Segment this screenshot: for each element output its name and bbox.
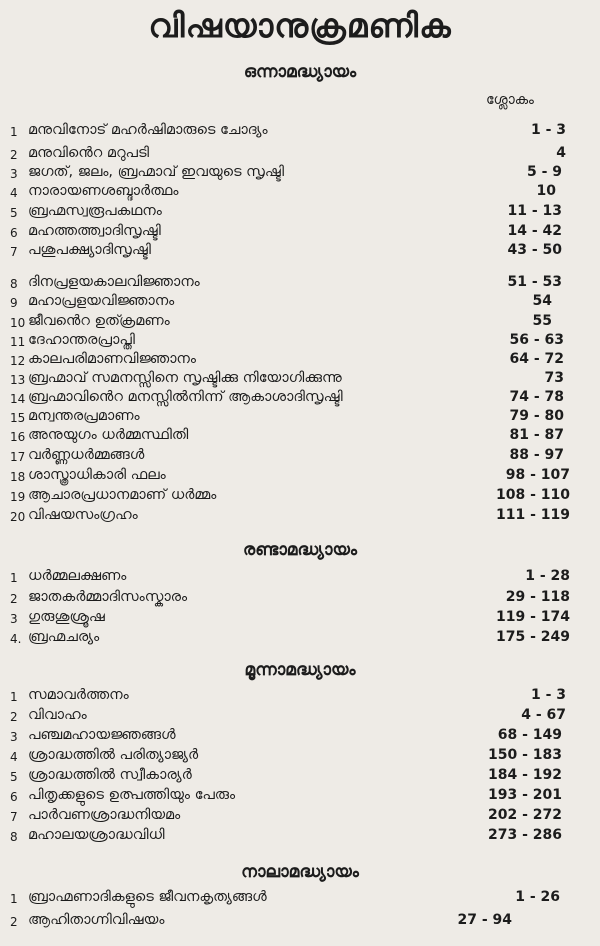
entry-title: കാലപരിമാണവിജ്ഞാനം: [28, 351, 196, 367]
list-item: [0, 181, 600, 202]
entry-number: 6: [10, 790, 18, 804]
entry-title: വർണ്ണധർമ്മങ്ങൾ: [28, 447, 145, 463]
entry-title: മഹാപ്രളയവിജ്ഞാനം: [28, 293, 175, 309]
entry-title: ജഗത്, ജലം, ബ്രഹ്മാവ് ഇവയുടെ സൃഷ്ടി: [28, 164, 284, 180]
list-item: [0, 240, 600, 261]
sloka-range: 98 - 107: [505, 467, 570, 483]
list-item: [0, 607, 600, 628]
list-item: [0, 745, 600, 766]
entry-number: 1: [10, 125, 18, 139]
entry-title: ധർമ്മലക്ഷണം: [28, 568, 127, 584]
list-item: [0, 685, 600, 706]
entry-title: ആഹിതാഗ്നിവിഷയം: [28, 912, 165, 928]
sloka-range: 51 - 53: [507, 274, 562, 290]
entry-title: നാരായണശബ്ദാർത്ഥം: [28, 183, 179, 199]
list-item: [0, 587, 600, 608]
entry-title: മഹാലയശ്രാദ്ധവിധി: [28, 827, 165, 843]
entry-number: 11: [10, 335, 26, 349]
sloka-range: 4: [556, 145, 566, 161]
page-title: വിഷയാനുക്രമണിക: [148, 6, 452, 45]
entry-title: മനുവിൻെറ മറുപടി: [28, 145, 150, 161]
entry-title: വിഷയസംഗ്രഹം: [28, 507, 138, 523]
sloka-range: 14 - 42: [507, 223, 562, 239]
list-item: [0, 330, 600, 351]
entry-number: 8: [10, 277, 18, 291]
entry-title: ശ്രാദ്ധത്തിൽ സ്വീകാര്യർ: [28, 767, 192, 783]
entry-number: 4: [10, 186, 18, 200]
sloka-range: 1 - 3: [530, 122, 566, 138]
sloka-range: 4 - 67: [521, 707, 566, 723]
entry-title: മനുവിനോട് മഹർഷിമാരുടെ ചോദ്യം: [28, 122, 268, 138]
entry-title: ബ്രഹ്മസ്വരൂപകഥനം: [28, 203, 162, 219]
entry-number: 5: [10, 206, 18, 220]
entry-title: ദേഹാന്തരപ്രാപ്തി: [28, 332, 135, 348]
entry-number: 4: [10, 750, 18, 764]
list-item: [0, 120, 600, 141]
sloka-range: 11 - 13: [507, 203, 562, 219]
entry-title: പശുപക്ഷ്യാദിസൃഷ്ടി: [28, 242, 151, 258]
list-item: [0, 425, 600, 446]
entry-number: 4.: [10, 632, 22, 646]
entry-title: പാർവണശ്രാദ്ധനിയമം: [28, 807, 181, 823]
entry-number: 5: [10, 770, 18, 784]
entry-title: ജീവൻെറ ഉത്ക്രമണം: [28, 313, 170, 329]
sloka-range: 79 - 80: [509, 408, 564, 424]
sloka-range: 184 - 192: [487, 767, 562, 783]
entry-title: ബ്രഹ്മാവ് സമനസ്സിനെ സൃഷ്ടിക്കു നിയോഗിക്കുന്നു: [28, 370, 342, 386]
sloka-range: 150 - 183: [487, 747, 562, 763]
list-item: [0, 825, 600, 846]
list-item: [0, 485, 600, 506]
sloka-range: 88 - 97: [509, 447, 564, 463]
list-item: [0, 805, 600, 826]
sloka-range: 193 - 201: [487, 787, 562, 803]
entry-number: 1: [10, 892, 18, 906]
entry-title: പിതൃക്കളുടെ ഉത്പത്തിയും പേരും: [28, 787, 236, 803]
entry-title: ബ്രഹ്മചര്യം: [28, 629, 100, 645]
sloka-range: 55: [532, 313, 552, 329]
entry-number: 17: [10, 450, 26, 464]
entry-title: ആചാരപ്രധാനമാണ് ധർമ്മം: [28, 487, 217, 503]
list-item: [0, 406, 600, 427]
entry-number: 16: [10, 430, 26, 444]
sloka-range: 5 - 9: [526, 164, 562, 180]
entry-number: 2: [10, 915, 18, 929]
entry-number: 14: [10, 392, 26, 406]
entry-number: 2: [10, 710, 18, 724]
entry-title: അനുയുഗം ധർമ്മസ്ഥിതി: [28, 427, 189, 443]
entry-number: 13: [10, 373, 26, 387]
entry-number: 1: [10, 690, 18, 704]
list-item: [0, 387, 600, 408]
entry-title: ജാതകർമ്മാദിസംസ്കാരം: [28, 589, 188, 605]
list-item: [0, 291, 600, 312]
entry-number: 1: [10, 571, 18, 585]
list-item: [0, 221, 600, 242]
entry-title: വിവാഹം: [28, 707, 87, 723]
entry-title: സമാവർത്തനം: [28, 687, 129, 703]
sloka-range: 1 - 26: [515, 889, 560, 905]
sloka-range: 73: [544, 370, 564, 386]
entry-number: 6: [10, 226, 18, 240]
sloka-range: 1 - 3: [530, 687, 566, 703]
entry-number: 10: [10, 316, 26, 330]
entry-title: ശാസ്ത്രാധികാരി ഫലം: [28, 467, 166, 483]
list-item: [0, 765, 600, 786]
entry-number: 12: [10, 354, 26, 368]
entry-number: 18: [10, 470, 26, 484]
list-item: [0, 910, 600, 931]
sloka-range: 43 - 50: [507, 242, 562, 258]
list-item: [0, 311, 600, 332]
entry-number: 15: [10, 411, 26, 425]
entry-number: 9: [10, 296, 18, 310]
chapter-heading: രണ്ടാമദ്ധ്യായം: [243, 540, 357, 560]
entry-number: 19: [10, 490, 26, 504]
list-item: [0, 725, 600, 746]
entry-number: 8: [10, 830, 18, 844]
sloka-range: 202 - 272: [487, 807, 562, 823]
entry-number: 3: [10, 167, 18, 181]
list-item: [0, 445, 600, 466]
sloka-range: 81 - 87: [509, 427, 564, 443]
entry-number: 3: [10, 612, 18, 626]
sloka-range: 27 - 94: [457, 912, 512, 928]
entry-number: 2: [10, 148, 18, 162]
entry-title: ദിനപ്രളയകാലവിജ്ഞാനം: [28, 274, 200, 290]
sloka-range: 111 - 119: [495, 507, 570, 523]
list-item: [0, 143, 600, 164]
list-item: [0, 705, 600, 726]
entry-title: ബ്രാഹ്മണാദികളുടെ ജീവനകൃത്യങ്ങൾ: [28, 889, 267, 905]
entry-number: 3: [10, 730, 18, 744]
entry-title: ബ്രഹ്മാവിൻെറ മനസ്സിൽനിന്ന് ആകാശാദിസൃഷ്ടി: [28, 389, 343, 405]
sloka-range: 56 - 63: [509, 332, 564, 348]
entry-title: മഹത്തത്ത്വാദിസൃഷ്ടി: [28, 223, 161, 239]
chapter-heading: മൂന്നാമദ്ധ്യായം: [244, 660, 356, 680]
entry-title: ശ്രാദ്ധത്തിൽ പരിത്യാജ്യർ: [28, 747, 199, 763]
entry-number: 2: [10, 592, 18, 606]
list-item: [0, 887, 600, 908]
sloka-range: 29 - 118: [505, 589, 570, 605]
list-item: [0, 272, 600, 293]
sloka-range: 10: [536, 183, 556, 199]
entry-number: 20: [10, 510, 26, 524]
sloka-range: 175 - 249: [495, 629, 570, 645]
list-item: [0, 162, 600, 183]
list-item: [0, 201, 600, 222]
list-item: [0, 505, 600, 526]
list-item: [0, 368, 600, 389]
sloka-range: 273 - 286: [487, 827, 562, 843]
entry-title: ഗുരുശുശ്രൂഷ: [28, 609, 105, 625]
list-item: [0, 465, 600, 486]
entry-title: പഞ്ചമഹായജ്ഞങ്ങൾ: [28, 727, 176, 743]
sloka-column-label: ശ്ലോകം: [486, 92, 534, 108]
sloka-range: 74 - 78: [509, 389, 564, 405]
sloka-range: 54: [532, 293, 552, 309]
list-item: [0, 627, 600, 648]
chapter-heading: നാലാമദ്ധ്യായം: [241, 862, 359, 882]
list-item: [0, 566, 600, 587]
entry-number: 7: [10, 810, 18, 824]
sloka-range: 108 - 110: [495, 487, 570, 503]
entry-number: 7: [10, 245, 18, 259]
list-item: [0, 785, 600, 806]
list-item: [0, 349, 600, 370]
sloka-range: 1 - 28: [525, 568, 570, 584]
sloka-range: 68 - 149: [497, 727, 562, 743]
sloka-range: 119 - 174: [495, 609, 570, 625]
entry-title: മന്വന്തരപ്രമാണം: [28, 408, 140, 424]
sloka-range: 64 - 72: [509, 351, 564, 367]
chapter-heading: ഒന്നാമദ്ധ്യായം: [243, 62, 357, 82]
